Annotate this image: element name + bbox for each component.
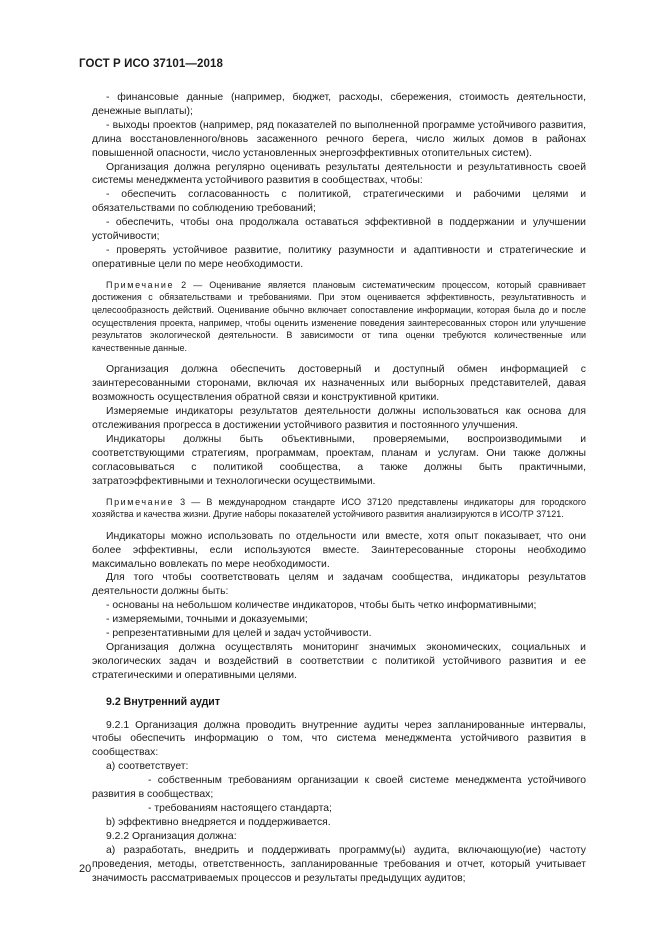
paragraph: Организация должна обеспечить достоверный и доступный обмен информацией с заинтересованными сторонами, включая их назначенных или выборных представителей, давая возможность осуществления обратной связи и конструктивной критики. [92, 364, 586, 404]
list-item: - измеряемыми, точными и доказуемыми; [106, 614, 308, 626]
list-item: a) разработать, внедрить и поддерживать программу(ы) аудита, включающую(ие) частоту проведения, методы, ответственность, запланированные требования и отчет, который учитывает значимость рассматриваемых процессов и результаты предыдущих аудитов; [92, 844, 586, 884]
paragraph: Индикаторы можно использовать по отдельности или вместе, хотя опыт показывает, что они более эффективны, если используются вместе. Заинтересованные стороны необходимо максимально вовлекать по мере необходимости. [92, 530, 586, 570]
list-item: a) соответствует: [106, 761, 189, 773]
list-item: b) эффективно внедряется и поддерживается. [106, 816, 331, 828]
paragraph: - финансовые данные (например, бюджет, расходы, сбережения, стоимость деятельности, денежные выплаты); [92, 92, 586, 117]
paragraph: Организация должна осуществлять мониторинг значимых экономических, социальных и экологических задач и воздействий в соответствии с политикой устойчивого развития и ее стратегическими и оперативными целями. [92, 641, 586, 681]
paragraph: - обеспечить согласованность с политикой, стратегическими и рабочими целями и обязательствами по соблюдению требований; [92, 189, 586, 215]
document-body [92, 91, 586, 885]
paragraph: 9.2.1 Организация должна проводить внутренние аудиты через запланированные интервалы, чтобы обеспечить информацию о том, что система менеджмента устойчивого развития в сообществах: [92, 719, 586, 759]
paragraph: Организация должна регулярно оценивать результаты деятельности и результативность своей системы менеджмента устойчивого развития в сообществах, чтобы: [92, 161, 586, 187]
list-item: - репрезентативными для целей и задач устойчивости. [106, 628, 372, 640]
paragraph: 9.2.2 Организация должна: [106, 830, 237, 842]
list-item: - требованиям настоящего стандарта; [148, 803, 332, 814]
paragraph: - обеспечить, чтобы она продолжала оставаться эффективной в поддержании и улучшении устойчивости; [92, 217, 586, 243]
standard-header: ГОСТ Р ИСО 37101—2018 [79, 58, 224, 70]
note-2 [92, 279, 586, 355]
list-item: - основаны на небольшом количестве индикаторов, чтобы быть четко информативными; [106, 600, 537, 612]
paragraph: Для того чтобы соответствовать целям и задачам сообщества, индикаторы результатов деятельности должны быть: [92, 572, 586, 598]
paragraph: - проверять устойчивое развитие, политику разумности и адаптивности и стратегические и оперативные цели по мере необходимости. [92, 244, 586, 270]
note-3 [92, 496, 586, 521]
section-heading: 9.2 Внутренний аудит [106, 695, 221, 708]
paragraph: - выходы проектов (например, ряд показателей по выполненной программе устойчивого развития, длина восстановленного/вновь засаженного речного берега, число жилых домов в районах повышенной опасности, число установленных энергоэффективных отопительных систем). [92, 119, 586, 159]
paragraph: Индикаторы должны быть объективными, проверяемыми, воспроизводимыми и соответствующими стратегиям, программам, проектам, планам и услугам. Они также должны согласовываться с политикой сообщества, а также должны быть практичными, затратоэффективными и технологически осуществимыми. [92, 433, 586, 487]
paragraph: Измеряемые индикаторы результатов деятельности должны использоваться как основа для отслеживания прогресса в достижении устойчивого развития и постоянного улучшения. [92, 406, 586, 431]
list-item: - собственным требованиям организации к своей системе менеджмента устойчивого развития в сообществах; [92, 775, 586, 801]
page-number: 20 [79, 863, 92, 875]
note-text: 2 — Оценивание является плановым систематическим процессом, который сравнивает достижения с обязательствами и требованиями. При этом оценивается эффективность, результативность и целесообразность действий. Оценивание обычно включает сопоставление информации, которая была до и после осуществления проекта, например, чтобы оценить изменение поведения заинтересованных сторон или улучшение результатов экологической деятельности. В зависимости от типа оценки требуются количественные или качественные данные. [92, 279, 586, 353]
note-label: Примечание [106, 496, 175, 507]
note-label: Примечание [106, 279, 175, 290]
note-text: 3 — В международном стандарте ИСО 37120 представлены индикаторы для городского хозяйства и качества жизни. Другие наборы показателей устойчивого развития анализируются в ИСО/ТР 37121. [92, 496, 586, 520]
